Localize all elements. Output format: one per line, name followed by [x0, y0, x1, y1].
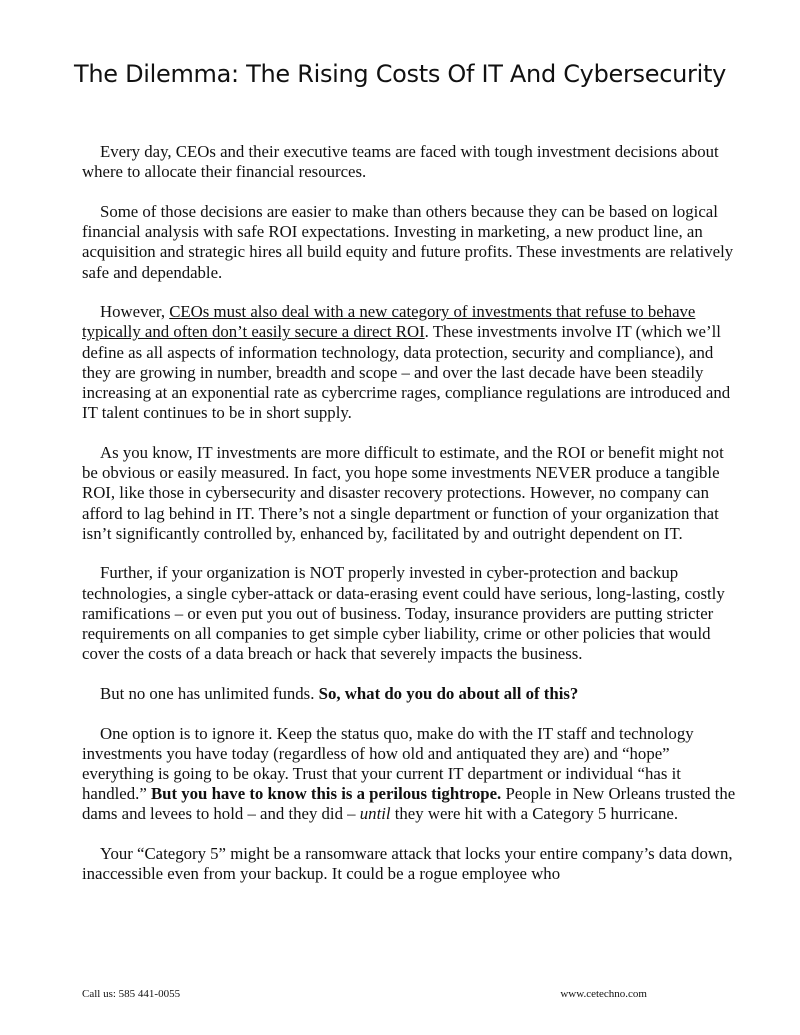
paragraph-decisions: Some of those decisions are easier to make than others because they can be based on logical financial analysis with safe ROI expectations. Investing in marketing, a new product line, an acquisition and strategic hires all build equity and future profits. These investments are relatively safe and dependable.: [82, 201, 734, 282]
paragraph-text: they were hit with a Category 5 hurricane.: [390, 804, 679, 824]
paragraph-new-category: [82, 302, 742, 423]
paragraph-text: But no one has unlimited funds.: [100, 683, 319, 703]
paragraph-text: . These investments involve IT (which we’ll define as all aspects of information technology, data protection, security and compliance), and they are growing in number, breadth and scope – and over the last decade have been steadily increasing at an exponential rate as cybercrime rages, compliance regulations are introduced and IT talent continues to be in short supply.: [82, 322, 731, 423]
paragraph-cyber-protection: Further, if your organization is NOT properly invested in cyber-protection and backup technologies, a single cyber-attack or data-erasing event could have serious, long-lasting, costly ramifications – or even put you out of business. Today, insurance providers are putting stricter requirements on all companies to get simple cyber liability, crime or other policies that would cover the costs of a data breach or hack that severely impacts the business.: [82, 563, 725, 664]
paragraph-intro: Every day, CEOs and their executive teams are faced with tough investment decisions about where to allocate their financial resources.: [82, 142, 719, 182]
paragraph-text: One option is to ignore it. Keep the status quo, make do with the IT staff and technology investments you have today (regardless of how old and antiquated they are) and “hope” everything is going to be okay. Trust that your current IT department or individual “has it handled.”: [82, 723, 694, 804]
paragraph-ignore-option: [82, 724, 742, 825]
page-title: The Dilemma: The Rising Costs Of IT And Cybersecurity: [74, 60, 726, 88]
bold-text: But you have to know this is a perilous tightrope.: [150, 784, 502, 804]
italic-text: until: [359, 804, 391, 824]
footer-phone: Call us: 585 441-0055: [82, 988, 181, 1000]
paragraph-it-investments: As you know, IT investments are more difficult to estimate, and the ROI or benefit might not be obvious or easily measured. In fact, you hope some investments NEVER produce a tangible ROI, like those in cybersecurity and disaster recovery protections. However, no company can afford to lag behind in IT. There’s not a single department or function of your organization that isn’t significantly controlled by, enhanced by, facilitated by and outright dependent on IT.: [82, 442, 724, 543]
paragraph-text: However,: [100, 302, 170, 322]
paragraph-funds: [82, 684, 742, 704]
bold-question: So, what do you do about all of this?: [318, 683, 579, 703]
footer-website: www.cetechno.com: [560, 988, 647, 1000]
document-body: [82, 142, 742, 904]
paragraph-category-5: Your “Category 5” might be a ransomware attack that locks your entire company’s data down, inaccessible even from your backup. It could be a rogue employee who: [82, 844, 733, 884]
paragraph-text: People in New Orleans trusted the dams and levees to hold – and they did –: [82, 784, 736, 824]
underlined-text: CEOs must also deal with a new category of investments that refuse to behave typically and often don’t easily secure a direct ROI: [82, 302, 696, 342]
